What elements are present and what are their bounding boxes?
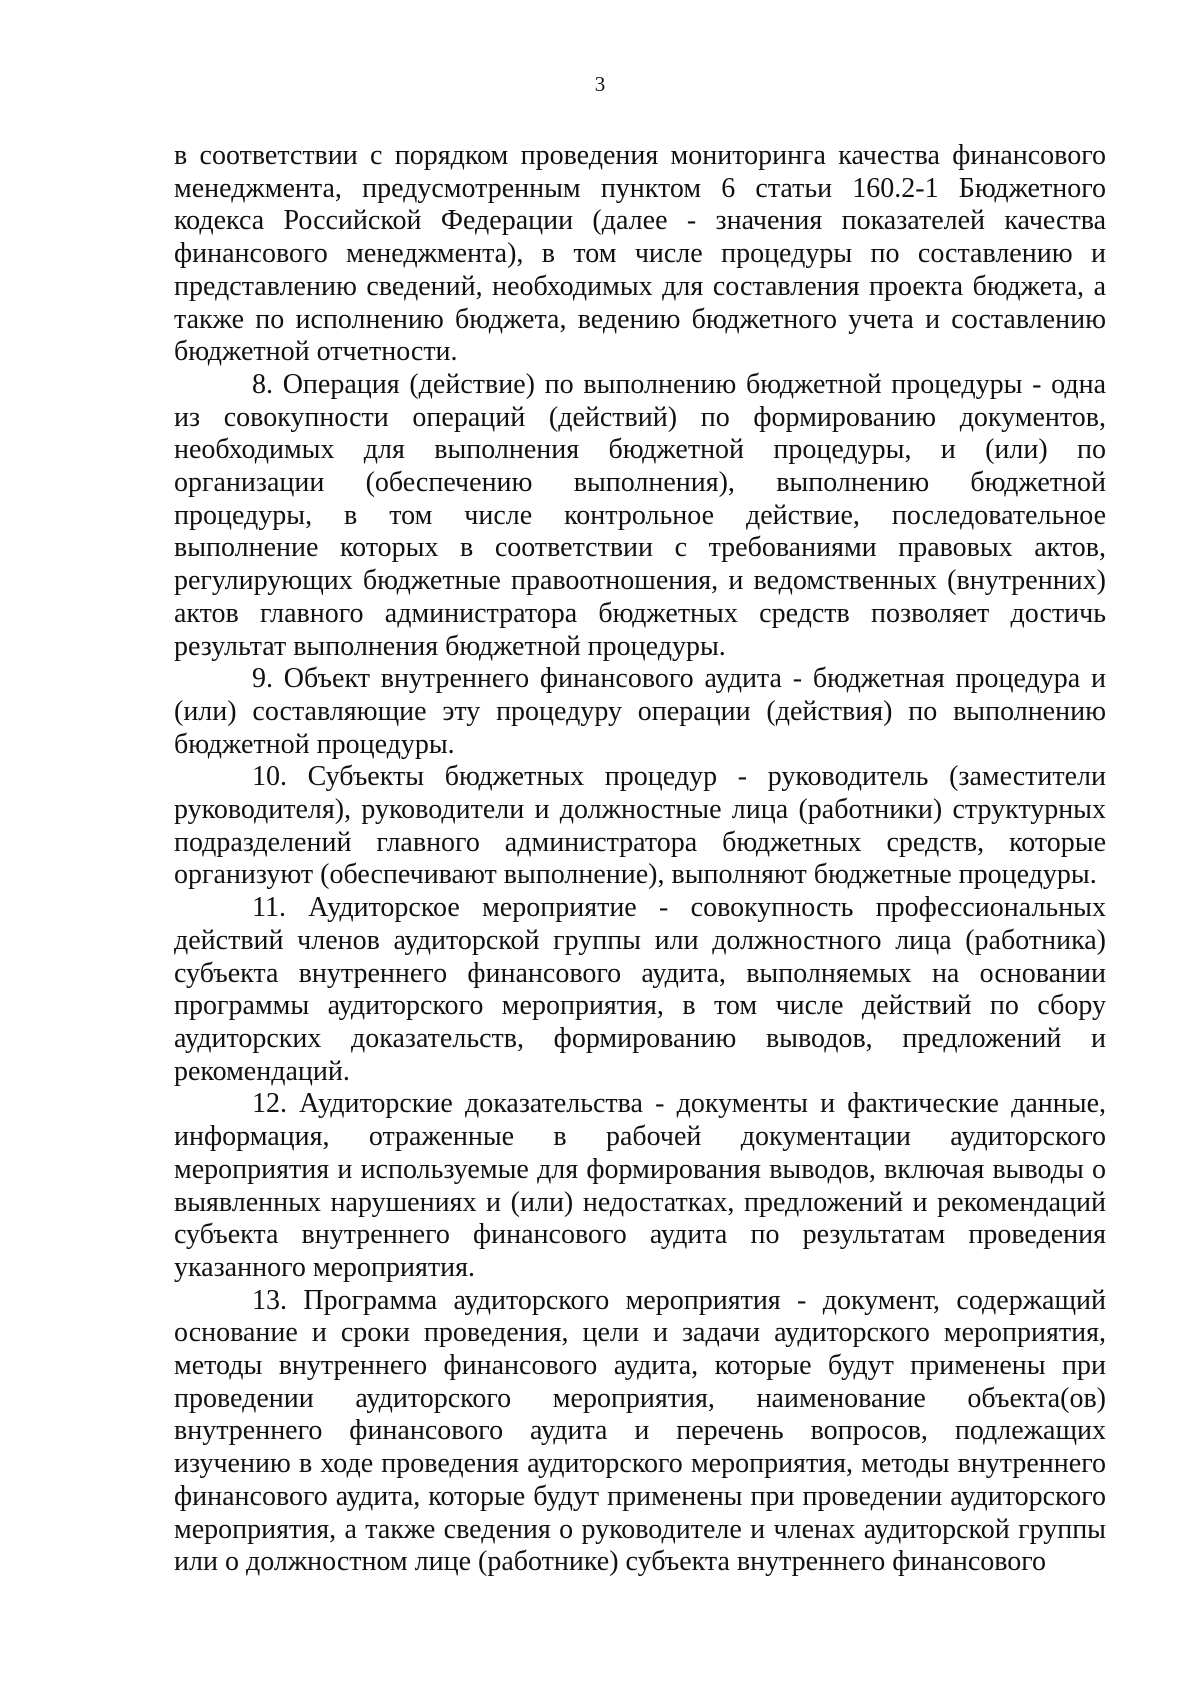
paragraph-item-10: 10. Субъекты бюджетных процедур - руководитель (заместители руководителя), руководители и должностные лица (работники) структурных подразделений главного администратора бюджетных средств, которые организуют (обеспечивают выполнение), выполняют бюджетные процедуры. bbox=[174, 761, 1106, 891]
page-number: 3 bbox=[594, 72, 606, 96]
paragraph-item-11: 11. Аудиторское мероприятие - совокупность профессиональных действий членов аудиторской группы или должностного лица (работника) субъекта внутреннего финансового аудита, выполняемых на основании программы аудиторского мероприятия, в том числе действий по сбору аудиторских доказательств, формированию выводов, предложений и рекомендаций. bbox=[174, 892, 1106, 1087]
paragraph-item-8: 8. Операция (действие) по выполнению бюджетной процедуры - одна из совокупности операций (действий) по формированию документов, необходимых для выполнения бюджетной процедуры, и (или) по организации (обеспечению выполнения), выполнению бюджетной процедуры, в том числе контрольное действие, последовательное выполнение которых в соответствии с требованиями правовых актов, регулирующих бюджетные правоотношения, и ведомственных (внутренних) актов главного администратора бюджетных средств позволяет достичь результат выполнения бюджетной процедуры. bbox=[174, 368, 1106, 662]
paragraph-item-12: 12. Аудиторские доказательства - документы и фактические данные, информация, отраженные в рабочей документации аудиторского мероприятия и используемые для формирования выводов, включая выводы о выявленных нарушениях и (или) недостатках, предложений и рекомендаций субъекта внутреннего финансового аудита по результатам проведения указанного мероприятия. bbox=[174, 1088, 1106, 1283]
document-body bbox=[174, 140, 1106, 1579]
paragraph-item-9: 9. Объект внутреннего финансового аудита - бюджетная процедура и (или) составляющие эту процедуру операции (действия) по выполнению бюджетной процедуры. bbox=[174, 663, 1106, 760]
paragraph-continuation: в соответствии с порядком проведения мониторинга качества финансового менеджмента, предусмотренным пунктом 6 статьи 160.2-1 Бюджетного кодекса Российской Федерации (далее - значения показателей качества финансового менеджмента), в том числе процедуры по составлению и представлению сведений, необходимых для составления проекта бюджета, а также по исполнению бюджета, ведению бюджетного учета и составлению бюджетной отчетности. bbox=[174, 140, 1106, 368]
paragraph-item-13: 13. Программа аудиторского мероприятия - документ, содержащий основание и сроки проведения, цели и задачи аудиторского мероприятия, методы внутреннего финансового аудита, которые будут применены при проведении аудиторского мероприятия, наименование объекта(ов) внутреннего финансового аудита и перечень вопросов, подлежащих изучению в ходе проведения аудиторского мероприятия, методы внутреннего финансового аудита, которые будут применены при проведении аудиторского мероприятия, а также сведения о руководителе и членах аудиторской группы или о должностном лице (работнике) субъекта внутреннего финансового bbox=[174, 1284, 1106, 1578]
